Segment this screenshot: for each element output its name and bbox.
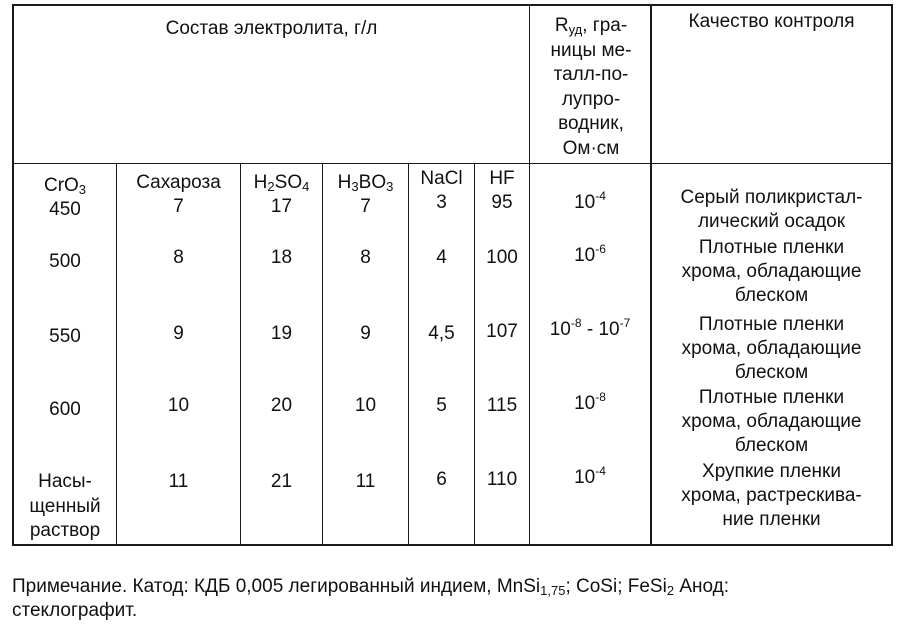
cell-h2so4-4: 20: [270, 395, 293, 416]
cell-resistance-2: $10^{-6}$: [574, 242, 606, 266]
cell-quality-3: Плотные пленки хрома, обладающие блеском: [681, 314, 862, 383]
col-divider-composition-resistance: [529, 4, 530, 546]
cell-cro3-1: 450: [49, 199, 81, 220]
cell-hf-3: 107: [486, 321, 518, 342]
col-header-nacl: NaCl: [420, 168, 463, 189]
col-header-cro3: CrO$_3$: [43, 175, 87, 197]
col-header-sucrose: Сахароза: [136, 172, 221, 193]
cell-nacl-1: 3: [436, 192, 447, 213]
resistance-header: $R_{уд}$, гра- ницы ме- талл-по- лупро- водник, Ом·см: [550, 15, 632, 159]
cell-nacl-4: 5: [436, 395, 447, 416]
col-header-h2so4: $H_2SO_4$: [253, 172, 310, 194]
cell-resistance-5: $10^{-4}$: [574, 464, 606, 488]
cell-quality-5: Хрупкие пленки хрома, растрескива- ние пленки: [681, 461, 862, 530]
table-border-right: [891, 4, 893, 546]
cell-quality-2: Плотные пленки хрома, обладающие блеском: [681, 237, 862, 306]
cell-hf-5: 110: [486, 469, 518, 490]
cell-resistance-1: $10^{-4}$: [574, 189, 606, 213]
cell-h3bo3-1: 7: [360, 196, 371, 217]
cell-cro3-2: 500: [49, 251, 81, 272]
cell-quality-1: Серый поликристал- лический осадок: [680, 187, 863, 232]
col-header-hf: HF: [489, 168, 515, 189]
cell-h2so4-3: 19: [270, 323, 293, 344]
table-border-left: [12, 4, 14, 546]
quality-header: Качество контроля: [688, 11, 855, 32]
cell-sucrose-3: 9: [173, 323, 184, 344]
cell-sucrose-5: 11: [168, 471, 189, 492]
cell-cro3-5: Насы- щенный раствор: [29, 471, 101, 541]
cell-cro3-3: 550: [49, 326, 81, 347]
cell-h3bo3-2: 8: [360, 247, 371, 268]
cell-nacl-2: 4: [436, 247, 447, 268]
table-border-top: [12, 4, 893, 6]
cell-resistance-4: $10^{-8}$: [574, 390, 606, 414]
cell-h3bo3-3: 9: [360, 323, 371, 344]
cell-h2so4-1: 17: [270, 196, 293, 217]
cell-h2so4-2: 18: [270, 247, 293, 268]
cell-h2so4-5: 21: [270, 471, 293, 492]
cell-hf-4: 115: [486, 395, 518, 416]
cell-sucrose-1: 7: [173, 196, 184, 217]
cell-resistance-3: $10^{-8} - 10^{-7}$: [549, 316, 631, 340]
cell-nacl-5: 6: [436, 469, 447, 490]
cell-hf-1: 95: [491, 192, 513, 213]
cell-h3bo3-5: 11: [355, 471, 376, 492]
cell-hf-2: 100: [486, 247, 518, 268]
cell-nacl-3: 4,5: [428, 323, 455, 344]
header-divider: [12, 163, 893, 164]
cell-cro3-4: 600: [49, 399, 81, 420]
footnote: Примечание. Катод: КДБ 0,005 легированный индием, MnSi$_{1,75}$; CoSi; FeSi$_2$ Анод: стеклографит.: [12, 576, 730, 621]
cell-h3bo3-4: 10: [354, 395, 377, 416]
cell-quality-4: Плотные пленки хрома, обладающие блеском: [681, 387, 862, 456]
col-header-h3bo3: $H_3BO_3$: [337, 172, 394, 194]
cell-sucrose-4: 10: [167, 395, 190, 416]
cell-sucrose-2: 8: [173, 247, 184, 268]
composition-header: Состав электролита, г/л: [165, 18, 378, 39]
table-border-bottom: [12, 544, 893, 546]
